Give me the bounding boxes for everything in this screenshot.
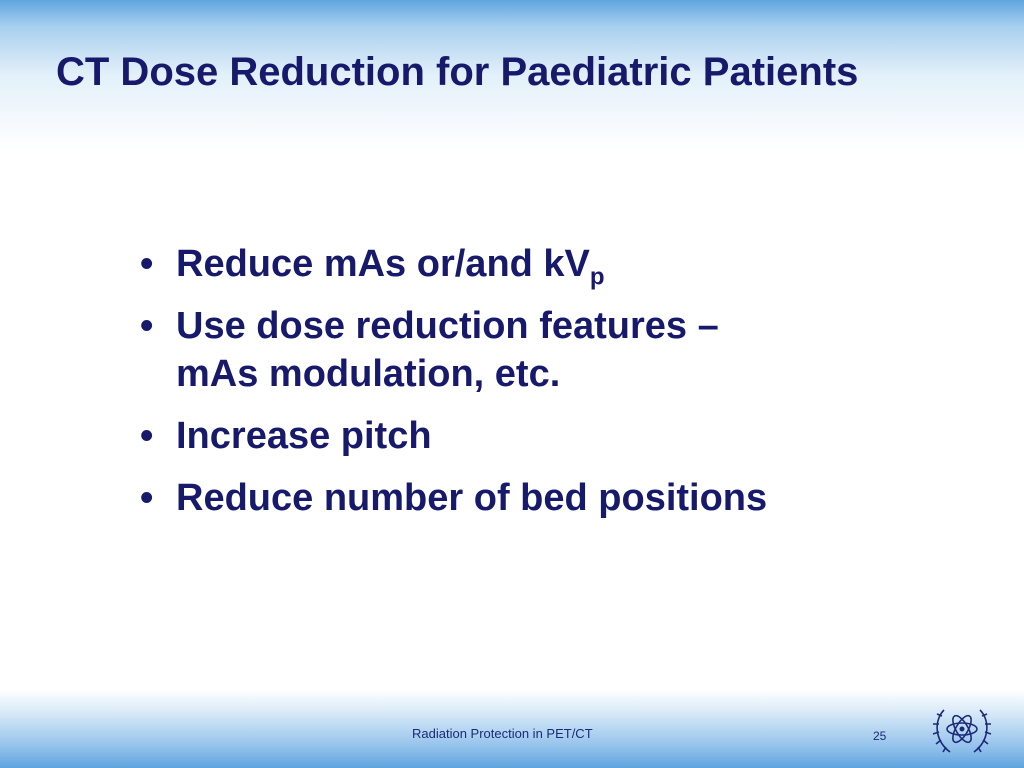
slide-title: CT Dose Reduction for Paediatric Patients (56, 50, 859, 94)
bullet-text: Reduce mAs or/and kV (176, 243, 590, 285)
bullet-item (140, 474, 900, 522)
bullet-continuation: mAs modulation, etc. (176, 353, 561, 395)
bullet-text: Increase pitch (176, 415, 432, 457)
bullet-text: Use dose reduction features – (176, 305, 719, 347)
bullet-dot-icon: • (140, 305, 154, 347)
bullet-subscript: p (589, 263, 605, 291)
bullet-item (140, 302, 900, 398)
bullet-text: Reduce number of bed positions (176, 477, 768, 519)
bullet-dot-icon: • (140, 243, 154, 285)
bullet-item (140, 240, 900, 291)
bullet-item (140, 412, 900, 460)
bullet-dot-icon: • (140, 415, 154, 457)
bullet-list (140, 240, 900, 536)
footer-text: Radiation Protection in PET/CT (412, 726, 593, 741)
iaea-logo-icon (930, 700, 994, 758)
page-number: 25 (873, 729, 887, 743)
bullet-dot-icon: • (140, 477, 154, 519)
